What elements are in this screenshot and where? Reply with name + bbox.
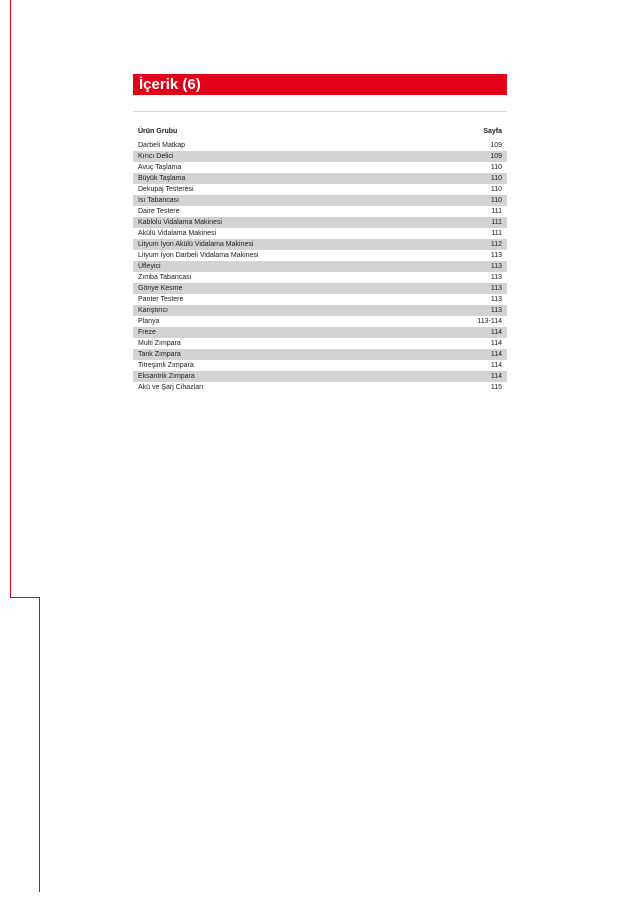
table-row — [133, 151, 507, 162]
table-row — [133, 382, 507, 393]
table-row — [133, 294, 507, 305]
table-row — [133, 195, 507, 206]
content-section — [133, 74, 507, 393]
row-page-number: 114 — [490, 362, 502, 369]
row-product-name: Freze — [138, 329, 156, 336]
row-product-name: Planya — [138, 318, 160, 325]
row-page-number: 111 — [491, 230, 502, 237]
row-product-name: Avuç Taşlama — [138, 164, 182, 171]
row-page-number: 114 — [490, 340, 502, 347]
row-page-number: 114 — [490, 329, 502, 336]
table-row — [133, 327, 507, 338]
table-header — [133, 126, 507, 138]
row-product-name: Kırıcı Delici — [138, 153, 174, 160]
table-row — [133, 228, 507, 239]
row-product-name: Daire Testere — [138, 208, 180, 215]
row-product-name: Kablolu Vidalama Makinesi — [138, 219, 222, 226]
row-product-name: Gönye Kesme — [138, 285, 183, 292]
table-row — [133, 239, 507, 250]
table-row — [133, 140, 507, 151]
row-product-name: Büyük Taşlama — [138, 175, 186, 182]
table-row — [133, 283, 507, 294]
table-row — [133, 184, 507, 195]
row-product-name: Titreşimli Zımpara — [138, 362, 194, 369]
row-product-name: Akü ve Şarj Cihazları — [138, 384, 204, 391]
fold-line-step — [10, 597, 40, 598]
table-row — [133, 272, 507, 283]
divider-line — [133, 111, 507, 112]
row-page-number: 114 — [490, 351, 502, 358]
table-row — [133, 316, 507, 327]
row-product-name: Tank Zımpara — [138, 351, 181, 358]
row-page-number: 114 — [490, 373, 502, 380]
table-row — [133, 206, 507, 217]
table-row — [133, 360, 507, 371]
row-product-name: Darbeli Matkap — [138, 142, 186, 149]
table-row — [133, 173, 507, 184]
row-product-name: Panter Testere — [138, 296, 184, 303]
table-row — [133, 371, 507, 382]
row-page-number: 111 — [491, 208, 502, 215]
section-title: İçerik (6) — [133, 74, 507, 95]
row-page-number: 113-114 — [477, 318, 502, 325]
header-page: Sayfa — [483, 128, 502, 135]
row-page-number: 113 — [490, 296, 502, 303]
table-row — [133, 162, 507, 173]
fold-line-top — [10, 0, 11, 598]
row-product-name: Zımba Tabancası — [138, 274, 192, 281]
table-row — [133, 349, 507, 360]
row-product-name: Isı Tabancası — [138, 197, 180, 204]
row-page-number: 113 — [490, 285, 502, 292]
row-page-number: 110 — [490, 164, 502, 171]
row-page-number: 113 — [490, 252, 502, 259]
row-page-number: 110 — [490, 186, 502, 193]
row-page-number: 110 — [490, 175, 502, 182]
row-product-name: Üfleyici — [138, 263, 161, 270]
row-product-name: Dekupaj Testeresi — [138, 186, 194, 193]
index-table — [133, 140, 507, 393]
header-product-group: Ürün Grubu — [138, 128, 178, 135]
table-row — [133, 217, 507, 228]
row-product-name: Karıştırıcı — [138, 307, 168, 314]
row-product-name: Lityum İyon Darbeli Vidalama Makinesi — [138, 252, 259, 259]
row-product-name: Akülü Vidalama Makinesi — [138, 230, 217, 237]
fold-line-bottom — [39, 597, 40, 892]
row-page-number: 113 — [490, 263, 502, 270]
row-page-number: 113 — [490, 274, 502, 281]
row-product-name: Lityum İyon Akülü Vidalama Makinesi — [138, 241, 254, 248]
table-row — [133, 261, 507, 272]
row-product-name: Eksantrik Zımpara — [138, 373, 195, 380]
row-page-number: 115 — [490, 384, 502, 391]
row-page-number: 112 — [490, 241, 502, 248]
row-page-number: 110 — [490, 197, 502, 204]
table-row — [133, 338, 507, 349]
row-page-number: 109 — [490, 153, 502, 160]
row-page-number: 111 — [491, 219, 502, 226]
row-page-number: 109 — [490, 142, 502, 149]
table-row — [133, 305, 507, 316]
table-row — [133, 250, 507, 261]
row-page-number: 113 — [490, 307, 502, 314]
row-product-name: Multi Zımpara — [138, 340, 181, 347]
